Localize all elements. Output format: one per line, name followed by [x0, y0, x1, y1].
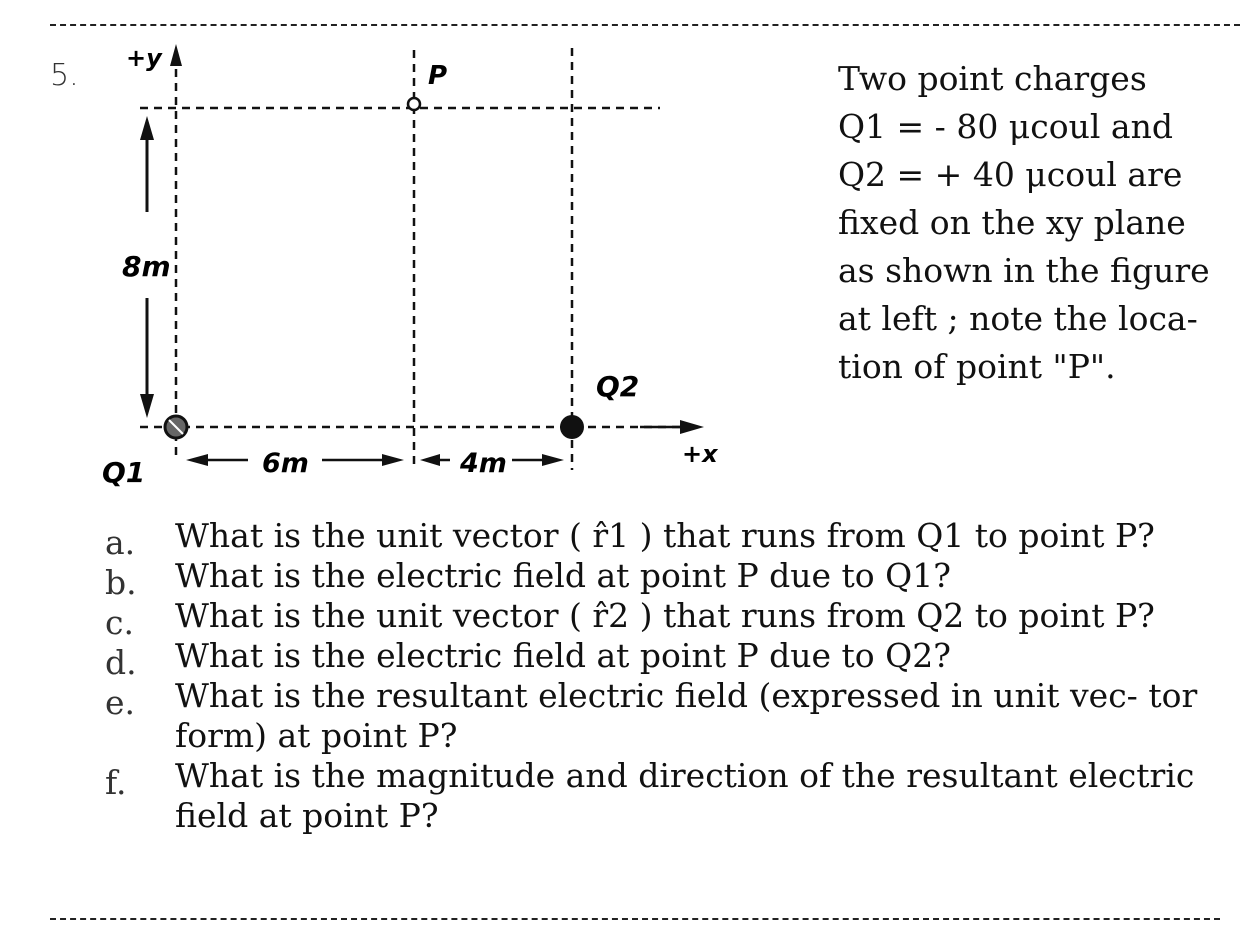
bottom-dashed-rule	[50, 918, 1220, 920]
problem-description	[838, 55, 1248, 391]
question-text: What is the unit vector ( r̂1 ) that runs from Q1 to point P?	[175, 516, 1155, 555]
description-line: tion of point "P".	[838, 347, 1116, 386]
y-axis-label: +y	[126, 44, 162, 72]
charge-q2-marker	[560, 415, 584, 439]
up-arrowhead-icon	[140, 116, 154, 140]
vertical-distance-label: 8m	[122, 250, 171, 283]
question-letter: e.	[105, 683, 136, 722]
question-text: What is the electric field at point P due to Q2?	[175, 636, 951, 675]
question-letter: d.	[105, 643, 137, 682]
question-text: What is the resultant electric field (expressed in unit vec- tor form) at point P?	[175, 676, 1198, 755]
question-b	[105, 556, 1235, 602]
dim-6m-right-arrowhead-icon	[382, 454, 404, 466]
question-c	[105, 596, 1235, 642]
description-line: as shown in the figure	[838, 251, 1210, 290]
question-letter: b.	[105, 563, 137, 602]
question-e	[105, 676, 1235, 756]
question-text: What is the unit vector ( r̂2 ) that runs from Q2 to point P?	[175, 596, 1155, 635]
q1-label: Q1	[102, 456, 146, 489]
point-p-marker	[408, 98, 420, 110]
problem-number: 5.	[50, 58, 79, 93]
question-a	[105, 516, 1235, 562]
description-line: Q2 = + 40 μcoul are	[838, 155, 1183, 194]
x-axis-arrowhead-icon	[680, 420, 704, 434]
question-text: What is the magnitude and direction of the resultant electric field at point P?	[175, 756, 1195, 835]
point-p-label: P	[428, 61, 448, 91]
dim-4m-right-arrowhead-icon	[542, 454, 564, 466]
down-arrowhead-icon	[140, 394, 154, 418]
question-letter: f.	[105, 763, 127, 802]
description-line: Q1 = - 80 μcoul and	[838, 107, 1173, 146]
y-axis-arrowhead-icon	[170, 44, 182, 66]
question-d	[105, 636, 1235, 682]
distance-1-label: 6m	[262, 448, 309, 479]
charge-diagram	[0, 0, 760, 500]
distance-2-label: 4m	[460, 448, 507, 479]
description-line: at left ; note the loca-	[838, 299, 1198, 338]
question-f	[105, 756, 1235, 836]
question-letter: a.	[105, 523, 136, 562]
question-text: What is the electric field at point P due to Q1?	[175, 556, 951, 595]
description-line: fixed on the xy plane	[838, 203, 1186, 242]
x-axis-label: +x	[682, 440, 718, 468]
question-list	[105, 516, 1235, 836]
question-letter: c.	[105, 603, 134, 642]
q2-label: Q2	[596, 370, 640, 403]
description-line: Two point charges	[838, 59, 1147, 98]
